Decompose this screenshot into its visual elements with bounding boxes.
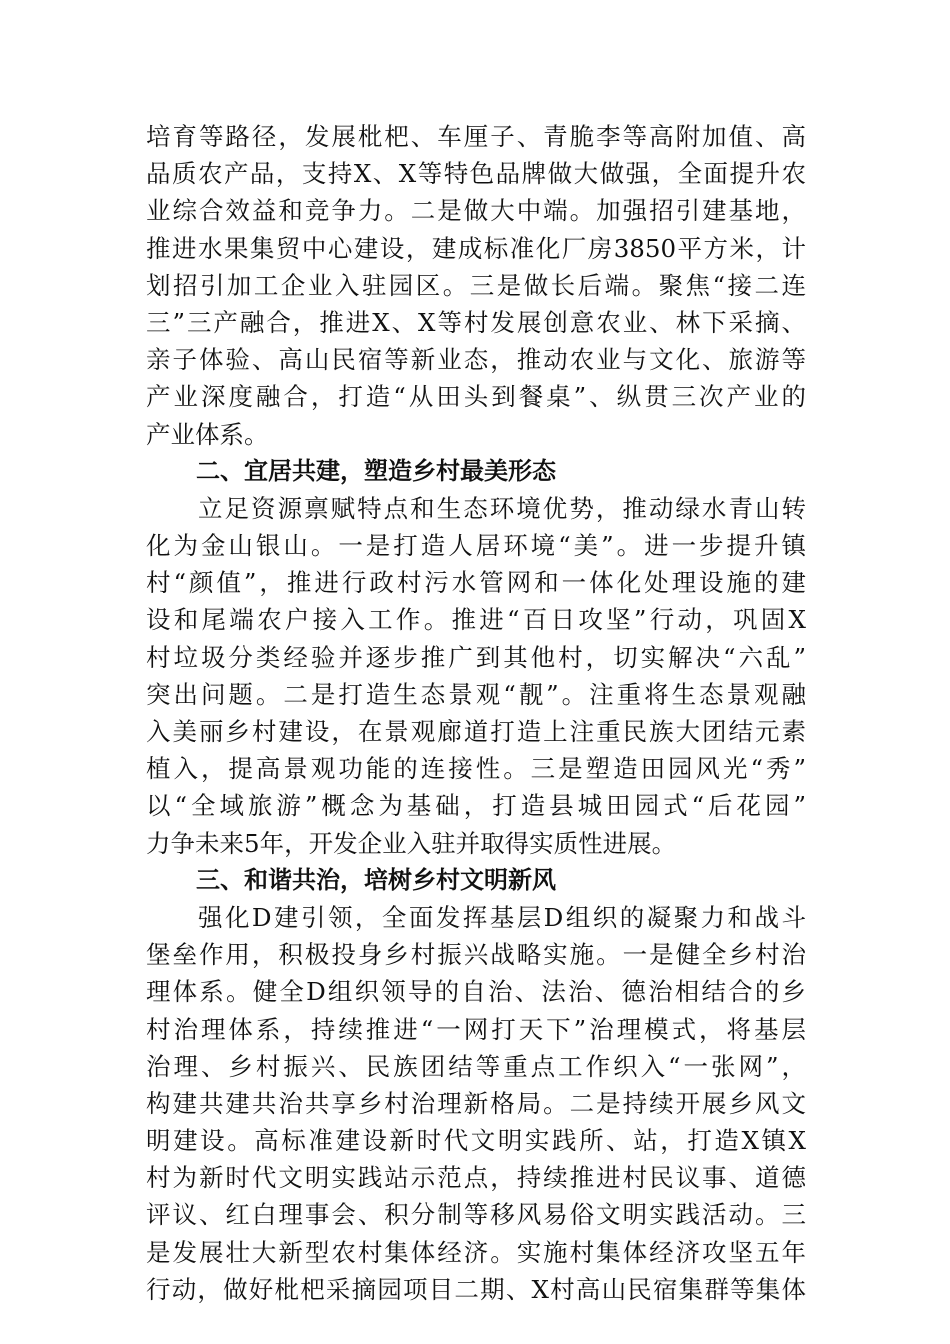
- text-line: 理体系。健全D组织领导的自治、法治、德治相结合的乡: [146, 977, 806, 1007]
- text-line: 化为金山银山。一是打造人居环境“美”。进一步提升镇: [146, 531, 806, 561]
- document-body: [146, 118, 806, 1308]
- text-line: 设和尾端农户接入工作。推进“百日攻坚”行动，巩固X: [146, 605, 806, 635]
- text-line: 立足资源禀赋特点和生态环境优势，推动绿水青山转: [198, 493, 806, 523]
- text-line: 培育等路径，发展枇杷、车厘子、青脆李等高附加值、高: [146, 122, 806, 151]
- text-line: 村“颜值”，推进行政村污水管网和一体化处理设施的建: [146, 568, 806, 598]
- text-line: 构建共建共治共享乡村治理新格局。二是持续开展乡风文: [146, 1088, 806, 1118]
- text-line: 推进水果集贸中心建设，建成标准化厂房3850平方米，计: [146, 233, 806, 263]
- text-line: 村为新时代文明实践站示范点，持续推进村民议事、道德: [146, 1163, 806, 1193]
- text-line: 强化D建引领，全面发挥基层D组织的凝聚力和战斗: [198, 902, 806, 932]
- text-line: 治理、乡村振兴、民族团结等重点工作织入“一张网”，: [146, 1051, 806, 1081]
- text-line: 堡垒作用，积极投身乡村振兴战略实施。一是健全乡村治: [146, 940, 806, 970]
- section-heading: 二、宜居共建，塑造乡村最美形态: [196, 456, 556, 485]
- text-line: 品质农产品，支持X、X等特色品牌做大做强，全面提升农: [146, 159, 806, 189]
- section-heading: 三、和谐共治，培树乡村文明新风: [196, 865, 556, 894]
- text-line: 划招引加工企业入驻园区。三是做长后端。聚焦“接二连: [146, 270, 806, 300]
- text-line: 村治理体系，持续推进“一网打天下”治理模式，将基层: [146, 1014, 806, 1044]
- text-line: 植入，提高景观功能的连接性。三是塑造田园风光“秀”: [146, 754, 806, 784]
- text-line: 是发展壮大新型农村集体经济。实施村集体经济攻坚五年: [146, 1237, 806, 1267]
- text-line: 明建设。高标准建设新时代文明实践所、站，打造X镇X: [146, 1126, 806, 1156]
- text-line: 力争未来5年，开发企业入驻并取得实质性进展。: [146, 828, 677, 858]
- text-line: 村垃圾分类经验并逐步推广到其他村，切实解决“六乱”: [146, 642, 806, 672]
- text-line: 产业体系。: [146, 419, 269, 449]
- text-line: 产业深度融合，打造“从田头到餐桌”、纵贯三次产业的: [146, 382, 806, 412]
- text-line: 以“全域旅游”概念为基础，打造县城田园式“后花园”: [146, 791, 806, 821]
- text-line: 行动，做好枇杷采摘园项目二期、X村高山民宿集群等集体: [146, 1274, 806, 1304]
- text-line: 三”三产融合，推进X、X等村发展创意农业、林下采摘、: [146, 307, 806, 337]
- text-line: 亲子体验、高山民宿等新业态，推动农业与文化、旅游等: [146, 345, 806, 375]
- text-line: 突出问题。二是打造生态景观“靓”。注重将生态景观融: [146, 679, 806, 709]
- text-line: 业综合效益和竞争力。二是做大中端。加强招引建基地，: [146, 196, 806, 226]
- text-line: 评议、红白理事会、积分制等移风易俗文明实践活动。三: [146, 1200, 806, 1230]
- text-line: 入美丽乡村建设，在景观廊道打造上注重民族大团结元素: [146, 717, 806, 746]
